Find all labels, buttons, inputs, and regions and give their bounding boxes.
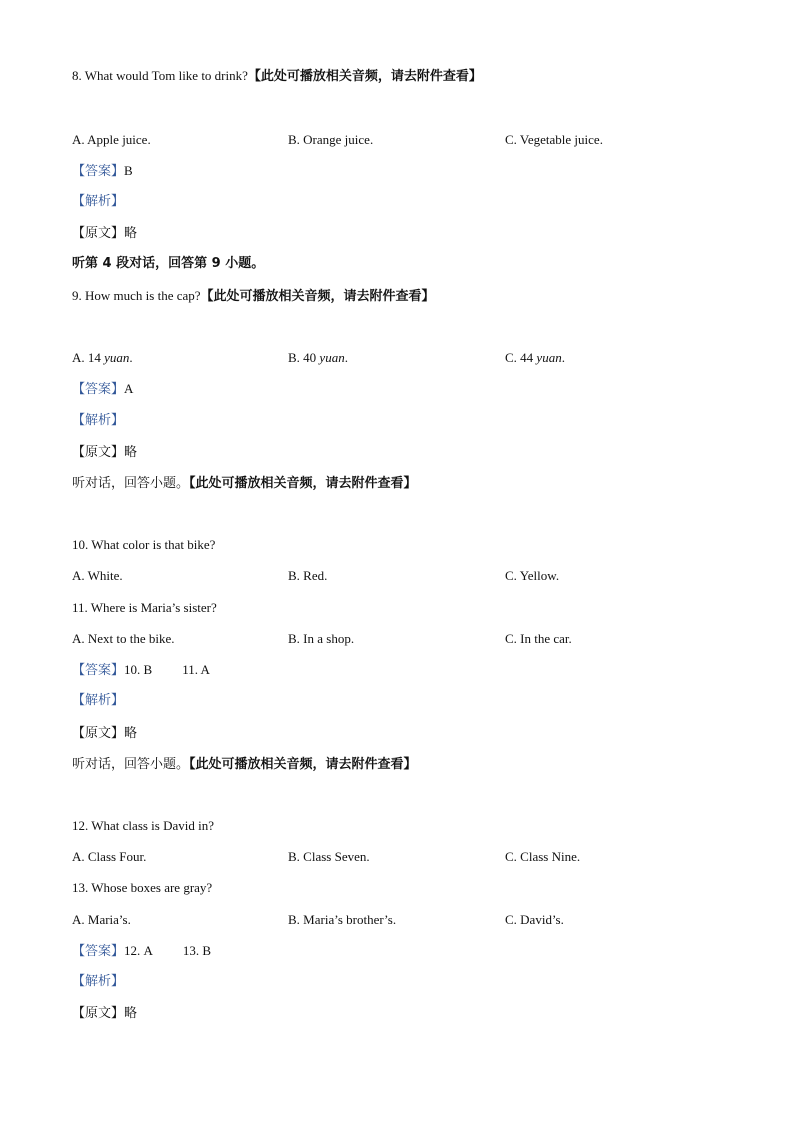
q10-option-b[interactable]: B. Red. bbox=[288, 568, 328, 583]
q11-option-a[interactable]: A. Next to the bike. bbox=[72, 631, 175, 646]
group-2-analysis-label: 【解析】 bbox=[72, 974, 125, 989]
answer-value: 10. B bbox=[124, 662, 153, 677]
group-2-original bbox=[72, 1005, 137, 1022]
option-suffix: . bbox=[129, 350, 133, 365]
q13-option-a[interactable]: A. Maria’s. bbox=[72, 912, 131, 927]
intro-text: 听对话，回答小题。 bbox=[72, 476, 190, 491]
q13-option-b[interactable]: B. Maria’s brother’s. bbox=[288, 912, 397, 927]
original-text: 略 bbox=[124, 445, 138, 460]
q8-original bbox=[72, 225, 137, 242]
q12-option-c[interactable]: C. Class Nine. bbox=[505, 849, 581, 864]
original-text: 略 bbox=[124, 726, 138, 741]
original-label: 【原文】 bbox=[72, 726, 125, 741]
question-8-text: 8. What would Tom like to drink? bbox=[72, 68, 248, 83]
question-9 bbox=[72, 288, 435, 305]
question-9-text: 9. How much is the cap? bbox=[72, 288, 201, 303]
q9-option-b[interactable] bbox=[288, 350, 348, 366]
q9-option-a[interactable] bbox=[72, 350, 133, 366]
group-1-original bbox=[72, 725, 137, 742]
question-8 bbox=[72, 68, 482, 85]
group-1-answer bbox=[72, 662, 210, 679]
q10-option-c[interactable]: C. Yellow. bbox=[505, 568, 560, 583]
original-label: 【原文】 bbox=[72, 1006, 125, 1021]
question-11: 11. Where is Maria’s sister? bbox=[72, 600, 217, 615]
q8-option-b[interactable]: B. Orange juice. bbox=[288, 132, 374, 147]
answer-value: B bbox=[124, 163, 133, 178]
original-text: 略 bbox=[124, 1006, 138, 1021]
option-suffix: . bbox=[561, 350, 565, 365]
audio-note[interactable]: 【此处可播放相关音频，请去附件查看】 bbox=[189, 476, 417, 491]
answer-label: 【答案】 bbox=[72, 663, 125, 678]
audio-note[interactable]: 【此处可播放相关音频，请去附件查看】 bbox=[247, 69, 482, 84]
q8-analysis-label: 【解析】 bbox=[72, 194, 125, 209]
group-1-analysis-label: 【解析】 bbox=[72, 693, 125, 708]
audio-note[interactable]: 【此处可播放相关音频，请去附件查看】 bbox=[200, 289, 435, 304]
answer-value: 13. B bbox=[182, 943, 212, 958]
q12-option-a[interactable]: A. Class Four. bbox=[72, 849, 147, 864]
q8-option-a[interactable]: A. Apple juice. bbox=[72, 132, 151, 147]
original-label: 【原文】 bbox=[72, 445, 125, 460]
q8-answer bbox=[72, 163, 133, 180]
question-12: 12. What class is David in? bbox=[72, 818, 215, 833]
question-10: 10. What color is that bike? bbox=[72, 537, 216, 552]
option-prefix: B. 40 bbox=[288, 350, 320, 365]
section-4-heading: 听第 4 段对话，回答第 9 小题。 bbox=[72, 256, 265, 271]
q9-original bbox=[72, 444, 137, 461]
group-1-intro bbox=[72, 475, 417, 492]
original-label: 【原文】 bbox=[72, 226, 125, 241]
option-prefix: A. 14 bbox=[72, 350, 105, 365]
option-unit: yuan bbox=[536, 350, 562, 365]
group-2-answer bbox=[72, 943, 211, 960]
option-suffix: . bbox=[344, 350, 348, 365]
answer-label: 【答案】 bbox=[72, 382, 125, 397]
answer-value: 11. A bbox=[182, 662, 210, 677]
answer-label: 【答案】 bbox=[72, 944, 125, 959]
question-13: 13. Whose boxes are gray? bbox=[72, 880, 213, 895]
q11-option-b[interactable]: B. In a shop. bbox=[288, 631, 355, 646]
q9-option-c[interactable] bbox=[505, 350, 565, 366]
intro-text: 听对话，回答小题。 bbox=[72, 757, 190, 772]
option-prefix: C. 44 bbox=[505, 350, 537, 365]
q9-answer bbox=[72, 381, 133, 398]
original-text: 略 bbox=[124, 226, 138, 241]
q8-option-c[interactable]: C. Vegetable juice. bbox=[505, 132, 603, 147]
answer-value: 12. A bbox=[124, 943, 153, 958]
audio-note[interactable]: 【此处可播放相关音频，请去附件查看】 bbox=[189, 757, 417, 772]
q12-option-b[interactable]: B. Class Seven. bbox=[288, 849, 370, 864]
q11-option-c[interactable]: C. In the car. bbox=[505, 631, 572, 646]
q9-analysis-label: 【解析】 bbox=[72, 413, 125, 428]
option-unit: yuan bbox=[319, 350, 345, 365]
q13-option-c[interactable]: C. David’s. bbox=[505, 912, 564, 927]
answer-value: A bbox=[124, 381, 134, 396]
option-unit: yuan bbox=[104, 350, 130, 365]
q10-option-a[interactable]: A. White. bbox=[72, 568, 123, 583]
answer-label: 【答案】 bbox=[72, 164, 125, 179]
group-2-intro bbox=[72, 756, 417, 773]
